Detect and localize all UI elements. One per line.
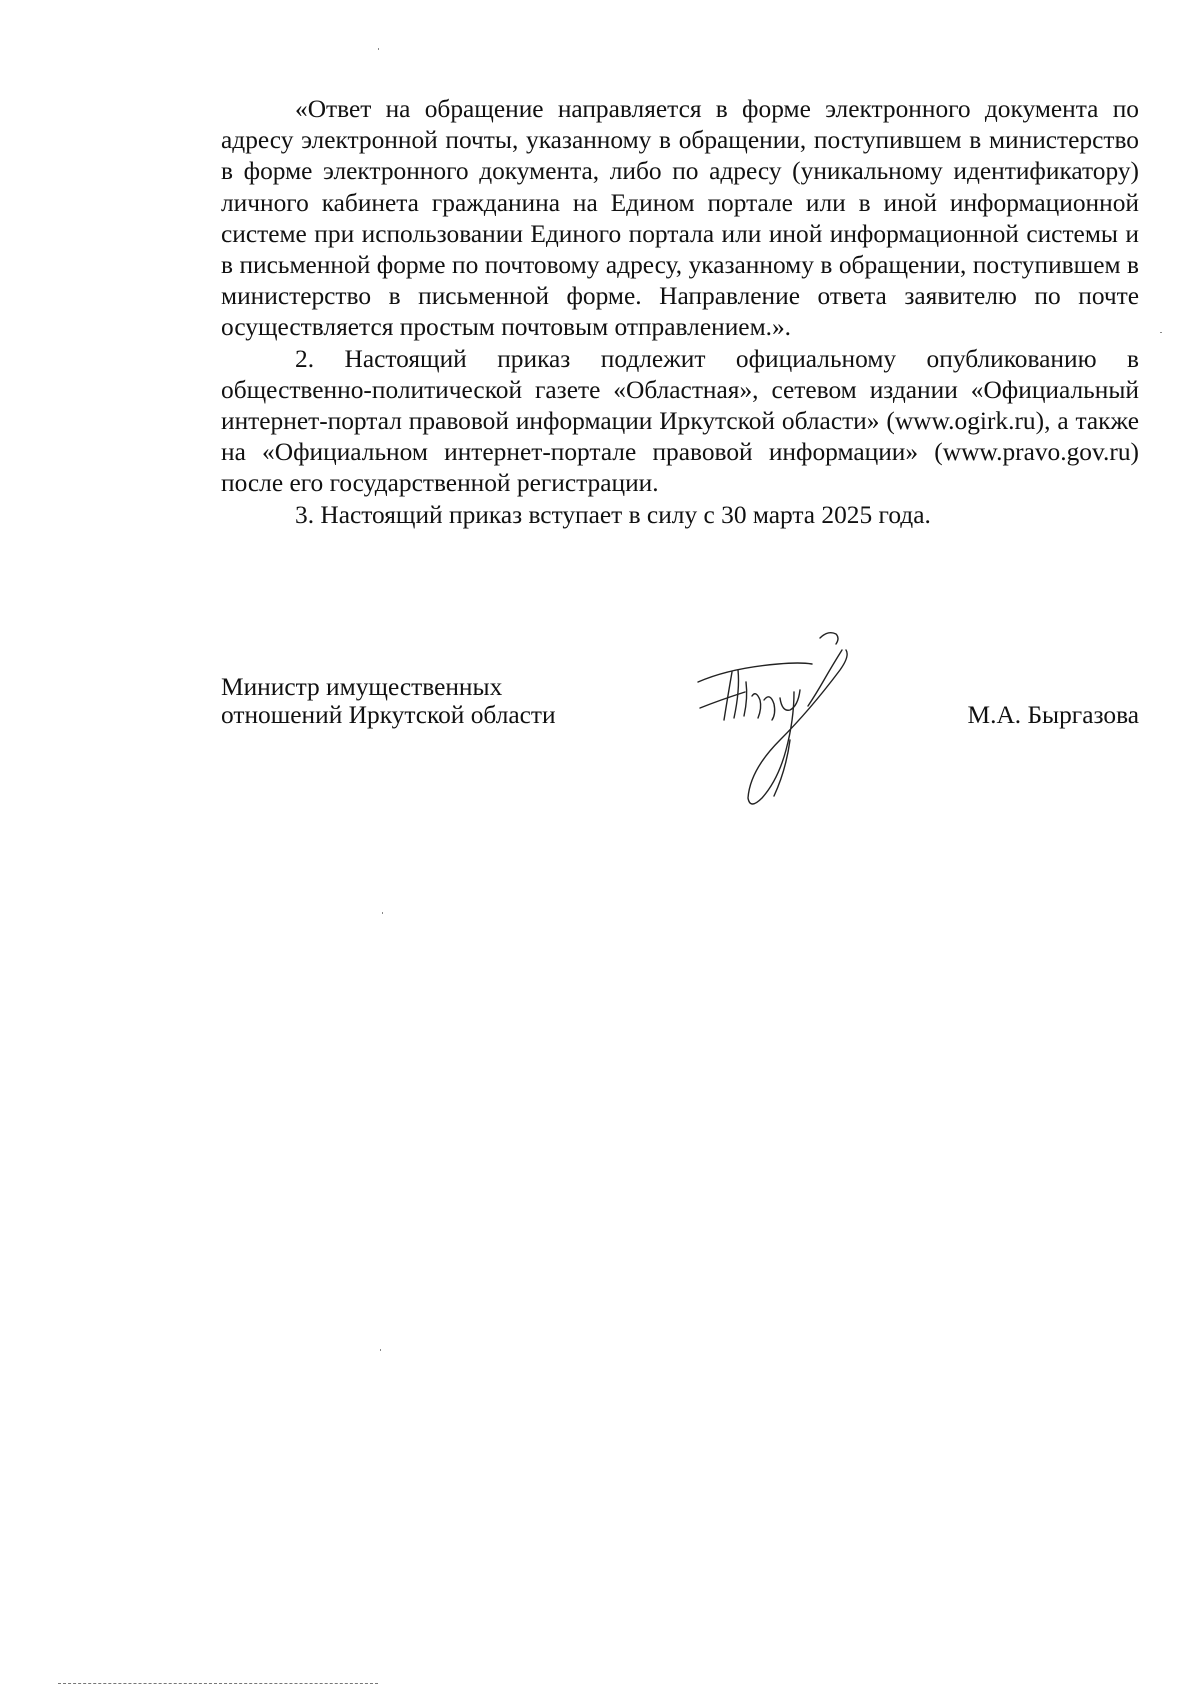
scan-bottom-rule: [58, 1683, 378, 1684]
document-body: [221, 94, 1139, 531]
scan-speck: [1160, 332, 1162, 333]
paragraph-publication: 2. Настоящий приказ подлежит официальному опубликованию в общественно-политической газете «Областная», сетевом издании «Официальный интернет-портал правовой информации Иркутской области» (www.ogirk.ru), а также на «Официальном интернет-портале правовой информации» (www.pravo.gov.ru) после его государственной регистрации.: [221, 344, 1139, 498]
signatory-name: М.А. Быргазова: [967, 701, 1139, 729]
signatory-position-line1: Министр имущественных: [221, 673, 503, 701]
scan-speck: [380, 1349, 381, 1351]
handwritten-signature: [690, 620, 900, 830]
paragraph-reply-form: «Ответ на обращение направляется в форме электронного документа по адресу электронной почты, указанному в обращении, поступившем в министерство в форме электронного документа, либо по адресу (уникальному идентификатору) личного кабинета гражданина на Едином портале или в иной информационной системе при использовании Единого портала или иной информационной системы и в письменной форме по почтовому адресу, указанному в обращении, поступившем в министерство в письменной форме. Направление ответа заявителю по почте осуществляется простым почтовым отправлением.».: [221, 95, 1139, 342]
signatory-position-line2: отношений Иркутской области: [221, 701, 556, 729]
scan-speck: [378, 48, 379, 50]
signatory-position: [221, 673, 641, 729]
paragraph-effective-date: 3. Настоящий приказ вступает в силу с 30 марта 2025 года.: [295, 500, 931, 529]
scan-speck: [382, 912, 383, 914]
signature-block: [221, 673, 1139, 793]
